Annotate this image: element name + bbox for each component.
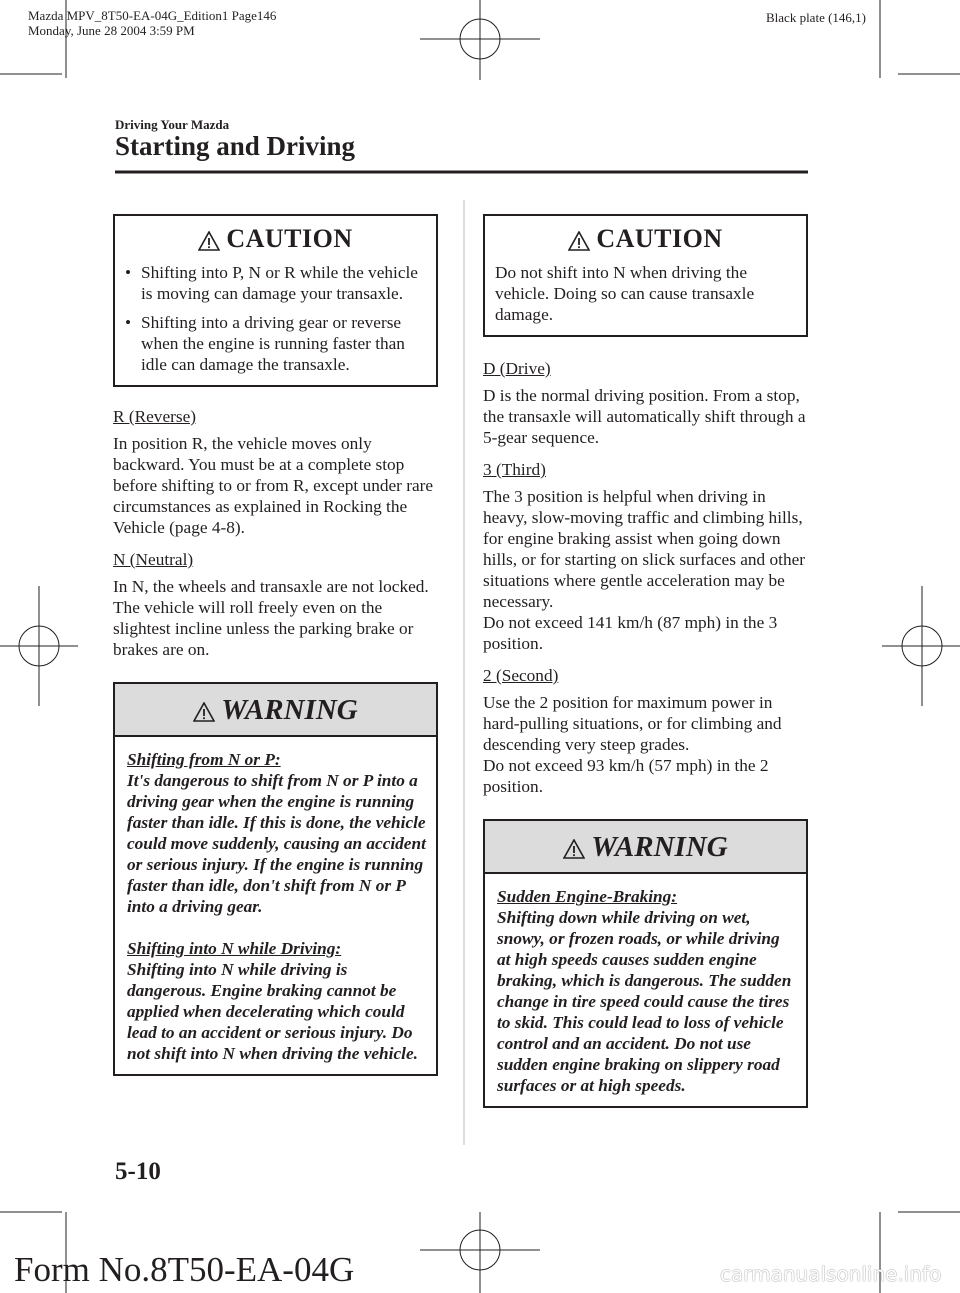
warning-triangle-icon (198, 231, 220, 251)
caution-box (113, 214, 438, 387)
warning-body (115, 737, 436, 1074)
warning-triangle-icon (193, 702, 215, 722)
reverse-heading: R (Reverse) (113, 407, 197, 426)
caution-heading: CAUTION (485, 216, 806, 258)
warning-box (483, 819, 808, 1108)
warning-subheading: Sudden Engine-Braking: (497, 887, 678, 906)
neutral-text: In N, the wheels and transaxle are not locked. The vehicle will roll freely even on the slightest incline unless the parking brake or brakes are on. (113, 577, 429, 659)
reverse-text: In position R, the vehicle moves only backward. You must be at a complete stop before shifting to or from R, except under rare circumstances as explained in Rocking the Vehicle (page 4-8). (113, 434, 434, 537)
warning-box (113, 682, 438, 1076)
file-info: Mazda MPV_8T50-EA-04G_Edition1 Page146 Monday, June 28 2004 3:59 PM (28, 8, 277, 38)
drive-heading: D (Drive) (483, 359, 551, 378)
crosshair-top (420, 0, 540, 80)
warning-text: It's dangerous to shift from N or P into a driving gear when the engine is running faster than idle. If this is done, the vehicle could move suddenly, causing an accident or serious injury. If the engine is running faster than idle, don't shift from N or P into a driving gear. (127, 771, 426, 916)
warning-body (485, 874, 806, 1106)
warning-text: Shifting down while driving on wet, snowy, or frozen roads, or while driving at high speeds causes sudden engine braking, which is dangerous. The sudden change in tire speed could cause the tires to skid. This could lead to loss of vehicle control and an accident. Do not use sudden engine braking on slippery road surfaces or at high speeds. (497, 908, 792, 1095)
list-item: • Shifting into a driving gear or reverse when the engine is running faster than idle can damage the transaxle. (125, 313, 405, 374)
page-title: Starting and Driving (115, 131, 356, 161)
left-column (113, 214, 438, 1076)
watermark: carmanualsonline.info (720, 1262, 942, 1286)
plate-info: Black plate (146,1) (766, 10, 866, 25)
caution-body (115, 258, 436, 385)
warning-subheading: Shifting from N or P: (127, 750, 281, 769)
warning-heading: WARNING (485, 821, 806, 874)
second-text: Use the 2 position for maximum power in hard-pulling situations, or for climbing and descending very steep grades. Do not exceed 93 km/h (57 mph) in the 2 position. (483, 693, 782, 796)
caution-box (483, 214, 808, 337)
crosshair-bottom (420, 1212, 540, 1293)
section-label: Driving Your Mazda (115, 117, 230, 132)
caution-body: Do not shift into N when driving the vehicle. Doing so can cause transaxle damage. (495, 263, 755, 324)
drive-text: D is the normal driving position. From a stop, the transaxle will automatically shift through a 5-gear sequence. (483, 386, 806, 447)
right-column (483, 214, 808, 1108)
warning-text: Shifting into N while driving is dangerous. Engine braking cannot be applied when decelerating which could lead to an accident or serious injury. Do not shift into N when driving the vehicle. (127, 960, 418, 1063)
crosshair-left (0, 586, 78, 706)
form-number: Form No.8T50-EA-04G (14, 1250, 355, 1289)
warning-subheading: Shifting into N while Driving: (127, 939, 342, 958)
page-number: 5-10 (115, 1158, 161, 1185)
caution-heading: CAUTION (115, 216, 436, 258)
third-text: The 3 position is helpful when driving in heavy, slow-moving traffic and climbing hills, for engine braking assist when going down hills, or for starting on slick surfaces and other situations where gentle acceleration may be necessary. Do not exceed 141 km/h (87 mph) in the 3 position. (483, 487, 806, 653)
crosshair-right (882, 586, 960, 706)
warning-triangle-icon (568, 231, 590, 251)
warning-heading: WARNING (115, 684, 436, 737)
warning-triangle-icon (563, 839, 585, 859)
list-item: • Shifting into P, N or R while the vehicle is moving can damage your transaxle. (125, 263, 418, 303)
neutral-heading: N (Neutral) (113, 550, 194, 569)
second-heading: 2 (Second) (483, 666, 559, 685)
third-heading: 3 (Third) (483, 460, 546, 479)
